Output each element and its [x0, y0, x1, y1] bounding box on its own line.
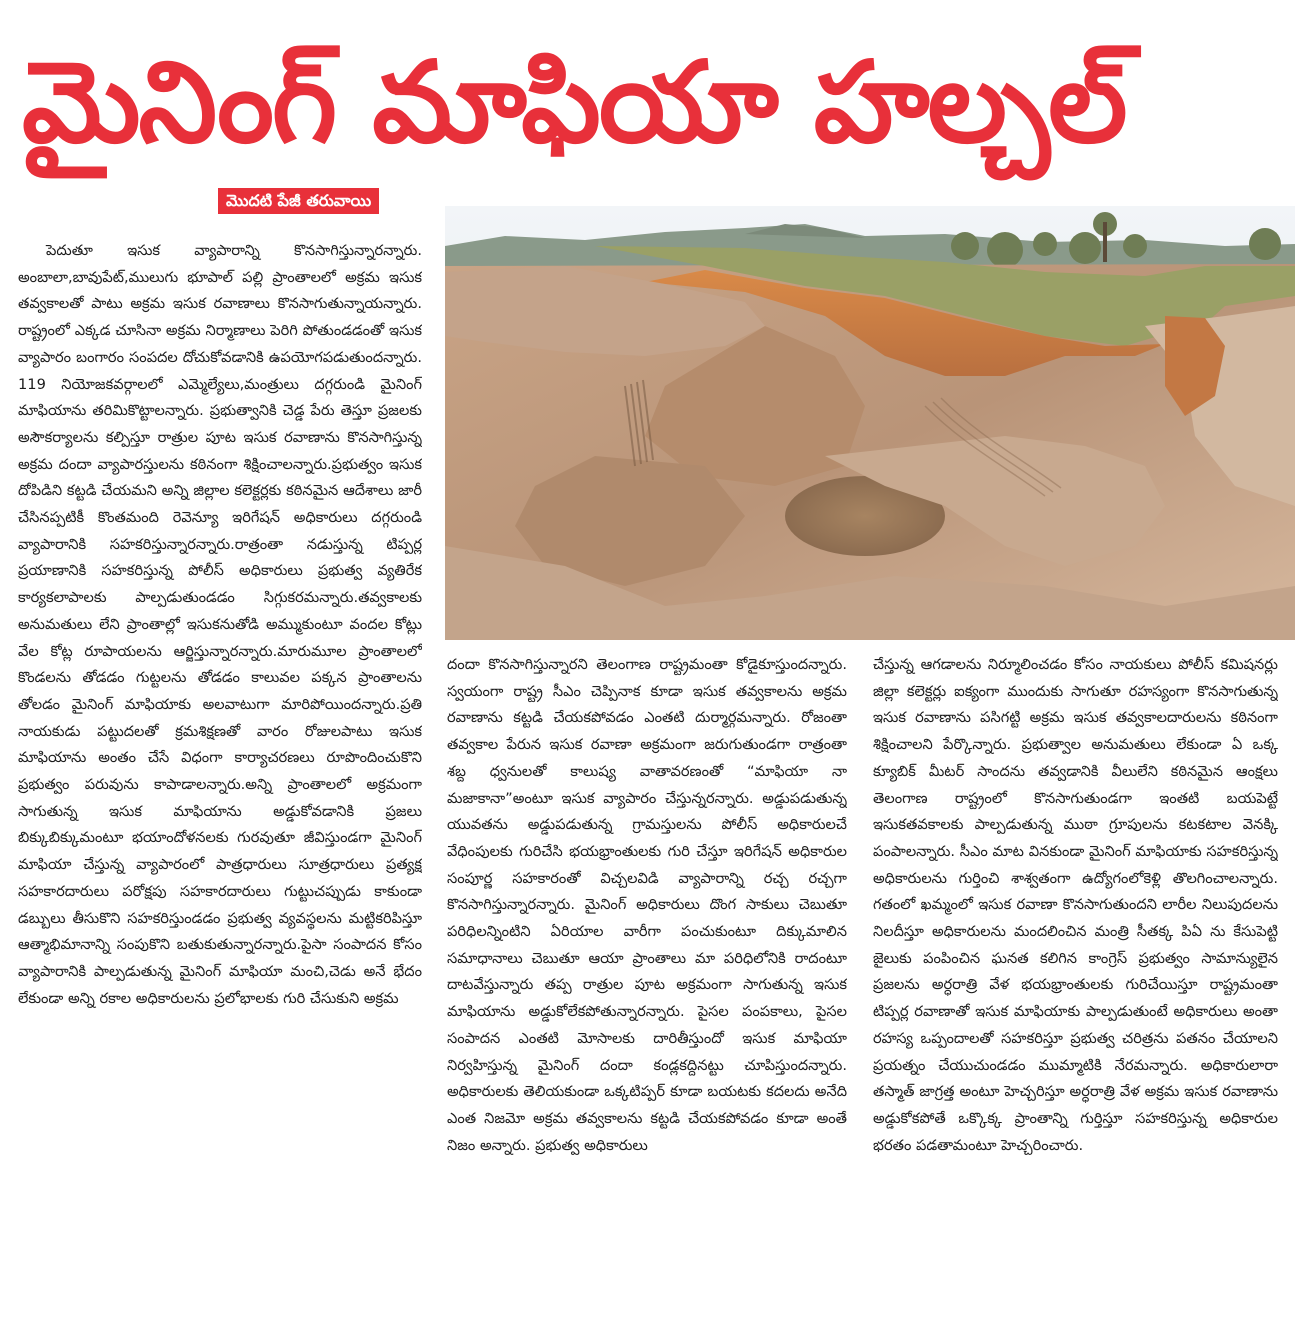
- continued-from-front-page-tag: మొదటి పేజీ తరువాయి: [218, 188, 379, 214]
- quarry-pit-image: [445, 206, 1295, 640]
- quarry-photo: [445, 206, 1295, 640]
- article-column-1: పెదుతూ ఇసుక వ్యాపారాన్ని కొనసాగిస్తున్నారన్నారు. అంబాలా,బావుపేట్,ములుగు భూపాల్ పల్లి ప్రాంతాలలో అక్రమ ఇసుక తవ్వకాలతో పాటు అక్రమ ఇసుక రవాణాలు కొనసాగుతున్నాయన్నారు. రాష్ట్రంలో ఎక్కడ చూసినా అక్రమ నిర్మాణాలు పెరిగి పోతుండడంతో ఇసుక వ్యాపారం బంగారం సంపదల దోచుకోవడానికి ఉపయోగపడుతుందన్నారు. 119 నియోజకవర్గాలలో ఎమ్మెల్యేలు,మంత్రులు దగ్గరుండి మైనింగ్ మాఫియాను తరిమికొట్టాలన్నారు. ప్రభుత్వానికి చెడ్డ పేరు తెస్తూ ప్రజలకు అసౌకర్యాలను కల్పిస్తూ రాత్రుల పూట ఇసుక రవాణాను కొనసాగిస్తున్న అక్రమ దందా వ్యాపారస్తులను కఠినంగా శిక్షించాలన్నారు.ప్రభుత్వం ఇసుక దోపిడిని కట్టడి చేయమని అన్ని జిల్లాల కలెక్టర్లకు కఠినమైన ఆదేశాలు జారీ చేసినప్పటికీ కొంతమంది రెవెన్యూ ఇరిగేషన్ అధికారులు దగ్గరుండి వ్యాపారానికి సహకరిస్తున్నారన్నారు.రాత్రంతా నడుస్తున్న టిప్పర్ల ప్రయాణానికి సహకరిస్తున్న పోలీస్ అధికారులు ప్రభుత్వ వ్యతిరేక కార్యకలాపాలకు పాల్పడుతుండడం సిగ్గుకరమన్నారు.తవ్వకాలకు అనుమతులు లేని ప్రాంతాల్లో ఇసుకనుతోడి అమ్ముకుంటూ వందల కోట్లు వేల కోట్ల రూపాయలను ఆర్జిస్తున్నారన్నారు.మారుమూల ప్రాంతాలలో కొండలను తోడడం గుట్టలను తోడడం కాలువల పక్కన ప్రాంతాలను తోలడం మైనింగ్ మాఫియాకు అలవాటుగా మారిపోయిందన్నారు.ప్రతి నాయకుడు పట్టుదలతో క్రమశిక్షణతో వారం రోజులపాటు ఇసుక మాఫియాను అంతం చేసే విధంగా కార్యాచరణలు రూపొందించుకొని ప్రభుత్వం పరువును కాపాడాలన్నారు.అన్ని ప్రాంతాలలో అక్రమంగా సాగుతున్న ఇసుక మాఫియాను అడ్డుకోవడానికి ప్రజలు బిక్కుబిక్కుమంటూ భయాందోళనలకు గురవుతూ జీవిస్తుండగా మైనింగ్ మాఫియా చేస్తున్న వ్యాపారంలో పాత్రధారులు సూత్రధారులు ప్రత్యక్ష సహకారదారులు పరోక్షపు సహకారదారులు గుట్టుచప్పుడు కాకుండా డబ్బులు తీసుకొని సహకరిస్తుండడం ప్రభుత్వ వ్యవస్థలను మట్టికరిపిస్తూ ఆత్మాభిమానాన్ని సంపుకొని బతుకుతున్నారన్నారు.పైసా సంపాదన కోసం వ్యాపారానికి పాల్పడుతున్న మైనింగ్ మాఫియా మంచి,చెడు అనే భేదం లేకుండా అన్ని రకాల అధికారులను ప్రలోభాలకు గురి చేసుకుని అక్రమ: [18, 242, 422, 1007]
- article-column-3: చేస్తున్న ఆగడాలను నిర్మూలించడం కోసం నాయకులు పోలీస్ కమిషనర్లు జిల్లా కలెక్టర్లు ఐక్యంగా ముందుకు సాగుతూ రహస్యంగా కొనసాగుతున్న ఇసుక రవాణాను పసిగట్టి అక్రమ ఇసుక తవ్వకాలదారులను కఠినంగా శిక్షించాలని పేర్కొన్నారు. ప్రభుత్వాల అనుమతులు లేకుండా ఏ ఒక్క క్యూబిక్ మీటర్ సాందను తవ్వడానికి వీలులేని కఠినమైన ఆంక్షలు తెలంగాణ రాష్ట్రంలో కొనసాగుతుండగా ఇంతటి బయపెట్టే ఇసుకతవకాలకు పాల్పడుతున్న ముఠా గ్రూపులను కటకటాల వెనక్కి పంపాలన్నారు. సీఎం మాట వినకుండా మైనింగ్ మాఫియాకు సహకరిస్తున్న అధికారులను గుర్తించి శాశ్వతంగా ఉద్యోగంలోకెళ్లి తొలగించాలన్నారు. గతంలో ఖమ్మంలో ఇసుక రవాణా కొనసాగుతుందని లారీల నిలుపుదలను నిలదీస్తూ అధికారులను మందలించిన మంత్రి సీతక్క పిఏ ను కేసుపెట్టి జైలుకు పంపించిన ఘనత కలిగిన కాంగ్రెస్ ప్రభుత్వం సామాన్యులైన ప్రజలను అర్ధరాత్రి వేళ భయభ్రాంతులకు గురిచేయిస్తూ రాష్ట్రమంతా టిప్పర్ల రవాణాతో ఇసుక మాఫియాకు పాల్పడుతుంటే అధికారులు అంతా రహస్య ఒప్పందాలతో సహకరిస్తూ ప్రభుత్వ చరిత్రను పతనం చేయాలని ప్రయత్నం చేయుచుండడం ముమ్మాటికి నేరమన్నారు. అధికారులారా తస్మాత్ జాగ్రత్త అంటూ హెచ్చరిస్తూ అర్ధరాత్రి వేళ అక్రమ ఇసుక రవాణాను అడ్డుకోకపోతే ఒక్కొక్క ప్రాంతాన్ని గుర్తిస్తూ సహకరిస్తున్న అధికారుల భరతం పడతామంటూ హెచ్చరించారు.: [873, 656, 1278, 1154]
- article-column-2: దందా కొనసాగిస్తున్నారని తెలంగాణ రాష్ట్రమంతా కోడైకూస్తుందన్నారు. స్వయంగా రాష్ట్ర సీఎం చెప్పినాక కూడా ఇసుక తవ్వకాలను అక్రమ రవాణాను కట్టడి చేయకపోవడం ఎంతటి దుర్మార్గమన్నారు. రోజంతా తవ్వకాల పేరున ఇసుక రవాణా అక్రమంగా జరుగుతుండగా రాత్రంతా శబ్ద ధ్వనులతో కాలుష్య వాతావరణంతో “మాఫియా నా మజాకానా”అంటూ ఇసుక వ్యాపారం చేస్తున్నరన్నారు. అడ్డుపడుతున్న యువతను అడ్డుపడుతున్న గ్రామస్తులను పోలీస్ అధికారులచే వేధింపులకు గురిచేసి భయభ్రాంతులకు గురి చేస్తూ ఇరిగేషన్ అధికారుల సంపూర్ణ సహకారంతో విచ్చలవిడి వ్యాపారాన్ని రచ్చ రచ్చగా కొనసాగిస్తున్నారన్నారు. మైనింగ్ అధికారులు దొంగ సాకులు చెబుతూ పరిధిలన్నింటిని ఏరియాల వారీగా పంచుకుంటూ దిక్కుమాలిన సమాధానాలు చెబుతూ ఆయా ప్రాంతాలు మా పరిధిలోనికి రాదంటూ దాటవేస్తున్నారు తప్ప రాత్రుల పూట అక్రమంగా సాగుతున్న ఇసుక మాఫియాను అడ్డుకోలేకపోతున్నారన్నారు. పైసల పంపకాలు, పైసల సంపాదన ఎంతటి మోసాలకు దారితీస్తుందో ఇసుక మాఫియా నిర్వహిస్తున్న మైనింగ్ దందా కండ్లకద్దినట్టు చూపిస్తుందన్నారు. అధికారులకు తెలియకుండా ఒక్కటిప్పర్ కూడా బయటకు కదలదు అనేది ఎంత నిజమో అక్రమ తవ్వకాలను కట్టడి చేయకపోవడం కూడా అంతే నిజం అన్నారు. ప్రభుత్వ అధికారులు: [447, 656, 847, 1154]
- headline: మైనింగ్ మాఫియా హల్చల్: [22, 38, 1126, 168]
